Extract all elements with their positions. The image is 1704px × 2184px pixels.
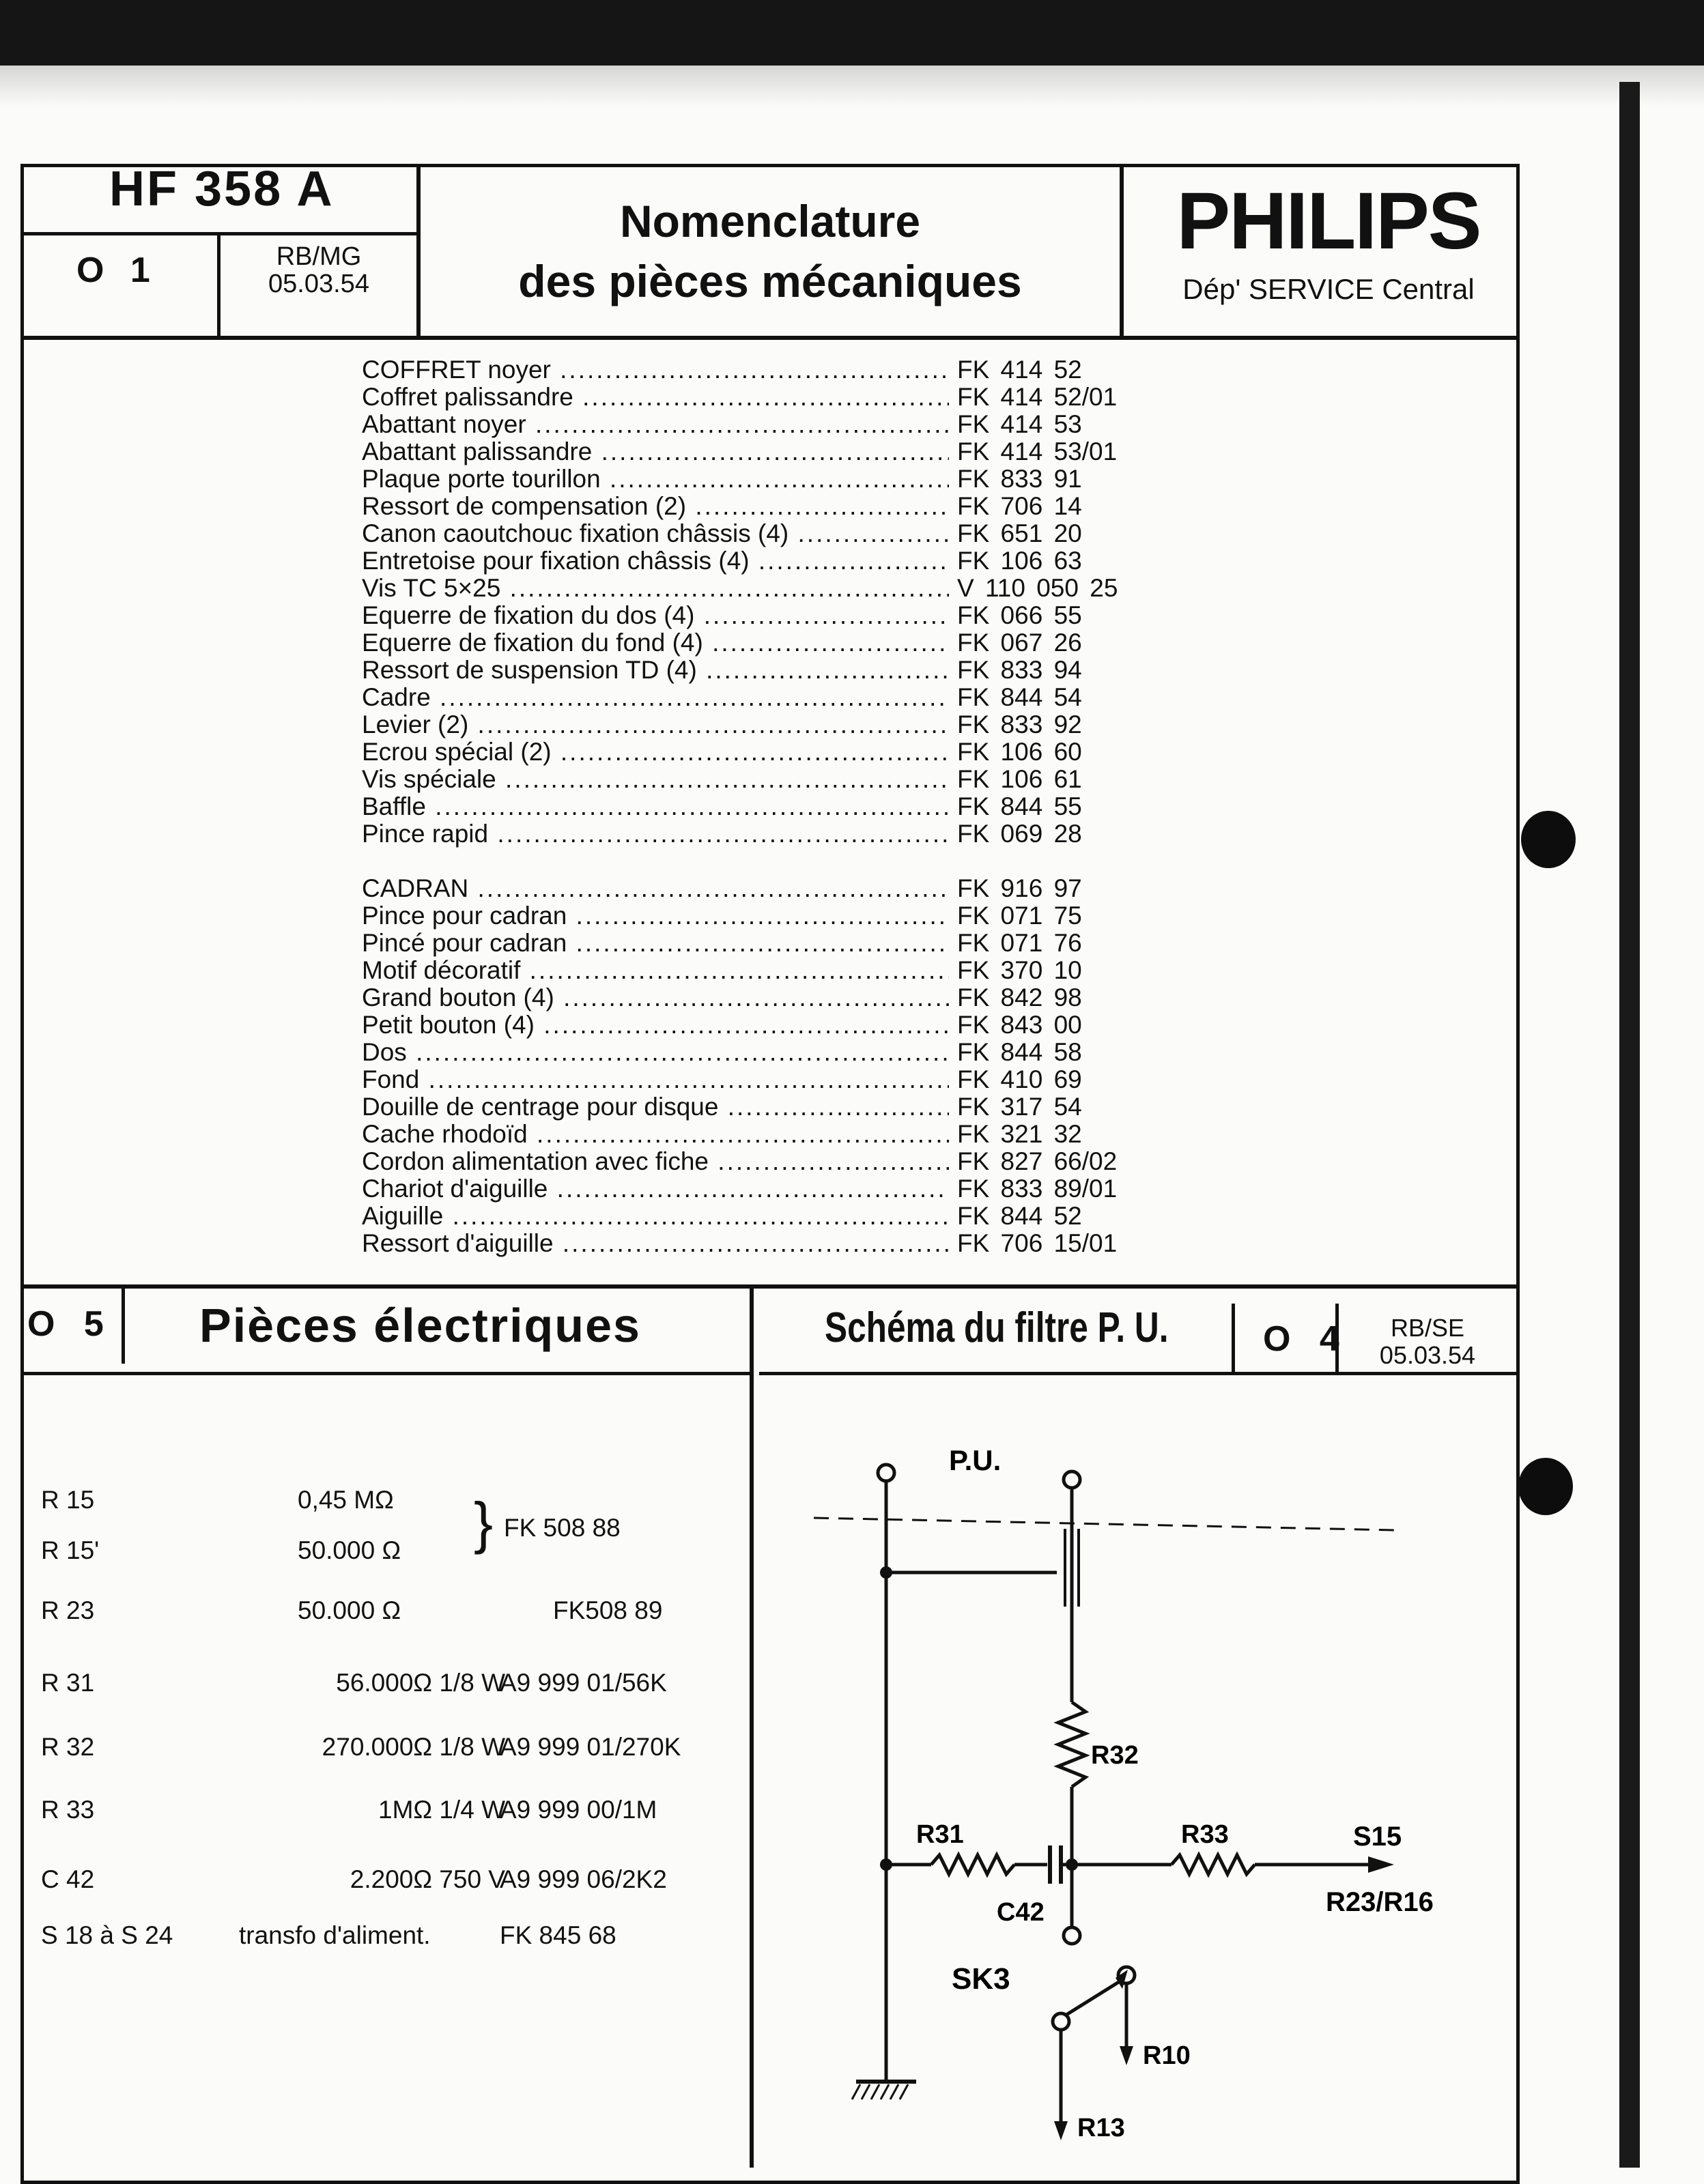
part-code: FK 916 97	[957, 874, 1082, 902]
list-item	[362, 902, 1181, 930]
row-designation: R 15'	[41, 1536, 100, 1564]
part-code: FK 071 76	[957, 929, 1082, 957]
part-name: Plaque porte tourillon .....	[362, 465, 949, 493]
list-item	[362, 547, 1181, 575]
part-code: FK 414 52	[957, 356, 1082, 384]
part-code: FK 706 15/01	[957, 1229, 1118, 1257]
list-item	[362, 438, 1181, 465]
brand-logo: PHILIPS	[1176, 176, 1481, 266]
junction-dot	[880, 1858, 892, 1871]
part-code: FK 414 53/01	[957, 437, 1118, 465]
header-divider	[20, 336, 1520, 340]
r13-arrow-icon	[1054, 2121, 1068, 2140]
list-item	[362, 1230, 1181, 1257]
schema-title: Schéma du filtre P. U.	[825, 1304, 1169, 1351]
document-reference	[240, 243, 397, 298]
list-item	[362, 1175, 1181, 1203]
mechanical-parts-list	[362, 356, 1181, 1284]
part-name: Coffret palissandre .....	[362, 384, 949, 411]
row-value: 0,45 MΩ	[298, 1486, 394, 1514]
part-code: FK 844 54	[957, 683, 1082, 711]
part-name: Vis spéciale .....	[362, 766, 949, 793]
part-code: FK 069 28	[957, 820, 1082, 848]
row-value: 50.000 Ω	[298, 1596, 401, 1624]
output-arrow-icon	[1368, 1856, 1394, 1873]
list-item	[362, 411, 1181, 438]
parts-group	[362, 356, 1181, 848]
row-value: 2.200Ω 750 V	[350, 1865, 505, 1893]
label-r23-r16: R23/R16	[1326, 1887, 1434, 1917]
junction-dot	[1066, 1858, 1078, 1871]
row-value: transfo d'aliment.	[239, 1921, 431, 1949]
part-name: Abattant palissandre .....	[362, 438, 949, 465]
label-c42: C42	[997, 1898, 1045, 1927]
row-designation: C 42	[41, 1865, 95, 1893]
part-name: Cache rhodoïd .....	[362, 1121, 949, 1148]
list-item	[362, 493, 1181, 520]
list-item	[362, 1148, 1181, 1175]
ref-date: 05.03.54	[268, 270, 369, 298]
label-pu: P.U.	[949, 1444, 1002, 1476]
part-code: FK 843 00	[957, 1011, 1082, 1039]
part-code: FK 706 14	[957, 492, 1082, 520]
row-code: FK508 89	[553, 1596, 663, 1624]
part-code: FK 414 53	[957, 410, 1082, 438]
part-code: FK 651 20	[957, 519, 1082, 547]
sk3-terminal-left	[1053, 2013, 1069, 2030]
schema-section-number: O 4	[1263, 1319, 1349, 1359]
list-item	[362, 684, 1181, 711]
label-r10: R10	[1143, 2041, 1191, 2070]
pu-terminal-right	[1064, 1471, 1080, 1488]
row-designation: R 32	[41, 1733, 95, 1761]
part-code: FK 106 63	[957, 547, 1082, 575]
list-item	[362, 657, 1181, 684]
part-code: FK 827 66/02	[957, 1147, 1118, 1175]
scan-right-edge	[1619, 82, 1640, 2168]
part-name: Canon caoutchouc fixation châssis (4) .....	[362, 520, 949, 547]
part-name: Pince rapid .....	[362, 820, 949, 848]
list-item	[362, 1039, 1181, 1066]
part-name: Petit bouton (4) .....	[362, 1011, 949, 1039]
pu-terminal-left	[878, 1465, 894, 1481]
label-r32: R32	[1091, 1741, 1139, 1770]
part-name: Dos .....	[362, 1039, 949, 1066]
label-r13: R13	[1077, 2114, 1125, 2142]
schema-ref-date: 05.03.54	[1379, 1341, 1476, 1369]
list-item	[362, 602, 1181, 629]
row-designation: R 23	[41, 1596, 95, 1624]
part-name: Pincé pour cadran .....	[362, 930, 949, 957]
filter-schematic	[754, 1375, 1518, 2166]
schema-reference	[1363, 1314, 1492, 1369]
part-name: Ressort de suspension TD (4) .....	[362, 657, 949, 684]
r10-arrow-icon	[1120, 2046, 1133, 2065]
row-value: 50.000 Ω	[298, 1536, 401, 1564]
row-designation: S 18 à S 24	[41, 1921, 173, 1949]
sk3-switch-arm	[1066, 1981, 1121, 2015]
electrical-num-divider	[122, 1289, 125, 1364]
row-value: 56.000Ω 1/8 W	[336, 1669, 505, 1697]
list-item	[362, 984, 1181, 1011]
electrical-section-title: Pièces électriques	[199, 1299, 641, 1352]
part-name: Ecrou spécial (2) .....	[362, 738, 949, 766]
header-ref-divider	[217, 232, 221, 337]
part-name: Baffle .....	[362, 793, 949, 820]
schema-num-divider	[1232, 1304, 1235, 1372]
header-col-divider-2	[1120, 164, 1124, 337]
part-code: FK 370 10	[957, 956, 1082, 984]
list-item	[362, 820, 1181, 848]
list-item	[362, 520, 1181, 547]
part-code: FK 844 58	[957, 1038, 1082, 1066]
list-item	[362, 930, 1181, 957]
row-code: A9 999 01/270K	[500, 1733, 681, 1761]
label-r31: R31	[916, 1820, 964, 1849]
row-designation: R 31	[41, 1669, 95, 1697]
part-name: Cordon alimentation avec fiche .....	[362, 1148, 949, 1175]
part-name: Ressort de compensation (2) .....	[362, 493, 949, 520]
part-code: FK 106 60	[957, 738, 1082, 766]
lower-section-divider	[20, 1284, 1520, 1289]
row-designation: R 33	[41, 1796, 95, 1824]
schema-ref-initials: RB/SE	[1390, 1314, 1465, 1342]
row-code: A9 999 06/2K2	[500, 1865, 667, 1893]
part-code: V 110 050 25	[957, 574, 1118, 602]
page-title	[422, 191, 1118, 311]
row-designation: R 15	[41, 1486, 95, 1514]
part-name: Equerre de fixation du dos (4) .....	[362, 602, 949, 629]
screen-dashed-line	[814, 1518, 1395, 1530]
list-item	[362, 793, 1181, 820]
row-code: A9 999 01/56K	[500, 1669, 667, 1697]
part-name: Pince pour cadran .....	[362, 902, 949, 930]
part-name: Equerre de fixation du fond (4) .....	[362, 629, 949, 657]
part-code: FK 833 92	[957, 710, 1082, 738]
electrical-section-number: O 5	[27, 1304, 113, 1344]
part-name: Aiguille .....	[362, 1203, 949, 1230]
part-code: FK 844 55	[957, 792, 1082, 820]
part-name: Chariot d'aiguille .....	[362, 1175, 949, 1203]
list-item	[362, 738, 1181, 766]
part-name: COFFRET noyer .....	[362, 356, 949, 384]
part-name: Grand bouton (4) .....	[362, 984, 949, 1011]
part-code: FK 833 89/01	[957, 1175, 1118, 1203]
list-item	[362, 629, 1181, 657]
row-code: A9 999 00/1M	[500, 1796, 657, 1824]
label-sk3: SK3	[952, 1962, 1010, 1996]
part-name: Cadre .....	[362, 684, 949, 711]
c42-terminal	[1064, 1927, 1080, 1944]
part-code: FK 844 52	[957, 1202, 1082, 1230]
part-code: FK 410 69	[957, 1065, 1082, 1093]
part-code: FK 321 32	[957, 1120, 1082, 1148]
list-item	[362, 1093, 1181, 1121]
part-code: FK 071 75	[957, 902, 1082, 930]
row-code: FK 845 68	[500, 1921, 616, 1949]
shared-part-code: FK 508 88	[504, 1514, 621, 1542]
list-item	[362, 957, 1181, 984]
list-item	[362, 875, 1181, 902]
part-code: FK 833 94	[957, 656, 1082, 684]
list-item	[362, 1066, 1181, 1093]
list-item	[362, 711, 1181, 738]
r31-resistor	[931, 1855, 1014, 1874]
ref-initials: RB/MG	[276, 242, 362, 271]
part-code: FK 106 61	[957, 765, 1082, 793]
part-name: Douille de centrage pour disque .....	[362, 1093, 949, 1121]
part-name: Abattant noyer .....	[362, 411, 949, 438]
model-number: HF 358 A	[109, 162, 335, 216]
part-name: Vis TC 5×25 .....	[362, 575, 949, 602]
punch-hole-bottom	[1518, 1458, 1573, 1515]
part-code: FK 842 98	[957, 983, 1082, 1011]
label-r33: R33	[1181, 1820, 1229, 1849]
brand-subtitle: Dép' SERVICE Central	[1182, 273, 1475, 305]
title-line-2: des pièces mécaniques	[518, 256, 1022, 306]
part-name: Ressort d'aiguille .....	[362, 1230, 949, 1257]
list-item	[362, 356, 1181, 384]
part-name: Levier (2) .....	[362, 711, 949, 738]
r33-resistor	[1172, 1855, 1255, 1874]
part-code: FK 833 91	[957, 465, 1082, 493]
scan-top-edge	[0, 0, 1704, 66]
part-code: FK 066 55	[957, 601, 1082, 629]
list-item	[362, 384, 1181, 411]
brace-symbol: }	[474, 1491, 494, 1555]
r32-resistor	[1058, 1702, 1085, 1787]
punch-hole-top	[1521, 811, 1576, 868]
list-item	[362, 1121, 1181, 1148]
junction-dot	[880, 1566, 892, 1579]
scan-noise	[0, 66, 1704, 106]
list-item	[362, 766, 1181, 793]
list-item	[362, 1203, 1181, 1230]
row-value: 270.000Ω 1/8 W	[322, 1733, 505, 1761]
list-item	[362, 575, 1181, 602]
title-line-1: Nomenclature	[619, 196, 921, 246]
part-code: FK 414 52/01	[957, 383, 1118, 411]
part-name: Entretoise pour fixation châssis (4) .....	[362, 547, 949, 575]
header-col-divider-1	[416, 164, 421, 337]
part-code: FK 067 26	[957, 629, 1082, 657]
row-value: 1MΩ 1/4 W	[378, 1796, 505, 1824]
part-name: Fond .....	[362, 1066, 949, 1093]
part-code: FK 317 54	[957, 1093, 1082, 1121]
part-name: CADRAN .....	[362, 875, 949, 902]
part-name: Motif décoratif .....	[362, 957, 949, 984]
section-number: O 1	[76, 250, 158, 290]
electrical-header-underline	[20, 1372, 750, 1375]
list-item	[362, 1011, 1181, 1039]
ground-hatch	[852, 2084, 908, 2099]
parts-group	[362, 875, 1181, 1257]
list-item	[362, 465, 1181, 493]
label-s15: S15	[1353, 1822, 1402, 1852]
